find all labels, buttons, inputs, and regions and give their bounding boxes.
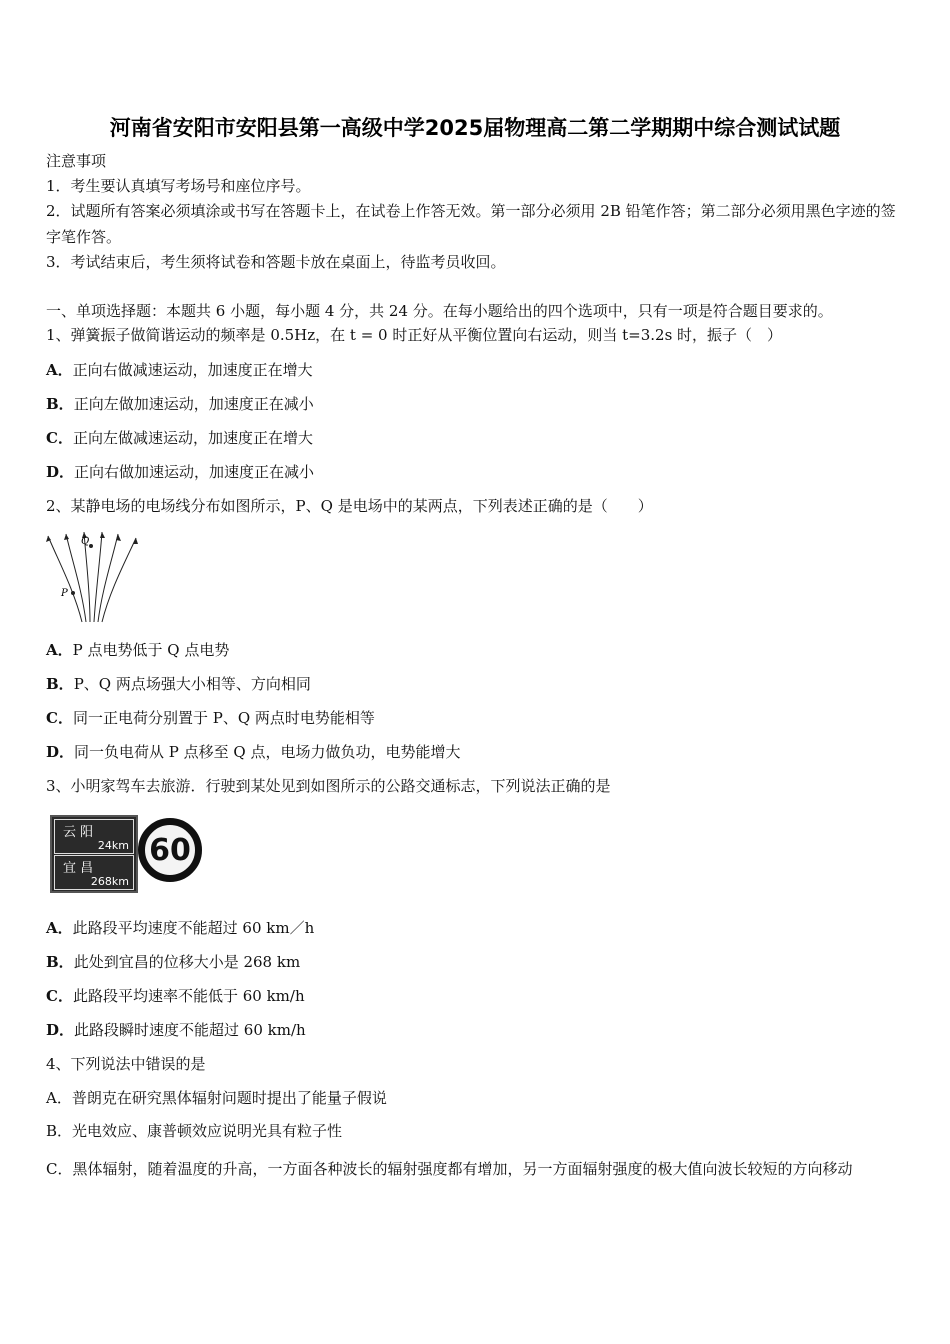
option-label: A．	[46, 361, 73, 379]
option-label: C．	[46, 987, 73, 1005]
road-distance-sign	[50, 815, 138, 893]
option-label: B．	[46, 1122, 73, 1140]
question-3-stem: 3、小明家驾车去旅游．行驶到某处见到如图所示的公路交通标志，下列说法正确的是	[46, 777, 611, 795]
question-2-option-c	[46, 708, 375, 728]
sign-place-1: 云 阳	[63, 825, 94, 840]
notice-item-2: 2．试题所有答案必须填涂或书写在答题卡上，在试卷上作答无效。第一部分必须用 2B 铅笔作答；第二部分必须用黑色字迹的签字笔作答。	[46, 202, 896, 246]
option-text: 此路段平均速度不能超过 60 km／h	[72, 919, 315, 937]
option-label: D．	[46, 463, 75, 481]
option-text: 同一正电荷分别置于 P、Q 两点时电势能相等	[72, 709, 375, 727]
electric-field-figure	[44, 530, 140, 624]
option-label: B．	[46, 395, 74, 413]
question-1-option-c	[46, 428, 313, 448]
option-text: 正向右做减速运动，加速度正在增大	[72, 361, 313, 379]
question-1-stem: 1、弹簧振子做简谐运动的频率是 0.5Hz，在 t = 0 时正好从平衡位置向右运动，则当 t=3.2s 时，振子（ ）	[46, 326, 783, 344]
point-p-dot	[71, 591, 75, 595]
question-1-option-b	[46, 394, 314, 414]
arrow-head	[100, 532, 105, 538]
question-4-option-a	[46, 1088, 387, 1108]
speed-limit-sign: 60	[138, 818, 202, 882]
question-2-option-a	[46, 640, 229, 660]
question-3-option-a	[46, 918, 314, 938]
option-text: 正向左做减速运动，加速度正在增大	[72, 429, 313, 447]
question-4-stem: 4、下列说法中错误的是	[46, 1055, 206, 1073]
option-text: P 点电势低于 Q 点电势	[72, 641, 230, 659]
notice-item-3: 3．考试结束后，考生须将试卷和答题卡放在桌面上，待监考员收回。	[46, 253, 506, 271]
option-label: A．	[46, 641, 73, 659]
question-4-option-b	[46, 1121, 342, 1141]
question-2-option-d	[46, 742, 460, 762]
option-label: A．	[46, 919, 73, 937]
question-1-option-d	[46, 462, 314, 482]
sign-distance-2: 268km	[90, 875, 129, 888]
option-label: D．	[46, 743, 75, 761]
question-2-option-b	[46, 674, 311, 694]
notice-item-1: 1．考生要认真填写考场号和座位序号。	[46, 177, 311, 195]
field-line	[102, 538, 136, 622]
sign-row-2	[54, 855, 134, 890]
question-3-option-d	[46, 1020, 306, 1040]
sign-row-1	[54, 819, 134, 854]
question-2-stem: 2、某静电场的电场线分布如图所示，P、Q 是电场中的某两点，下列表述正确的是（ ）	[46, 497, 653, 515]
option-label: A．	[46, 1089, 72, 1107]
point-q-label: Q	[81, 536, 90, 547]
option-text: 正向左做加速运动，加速度正在减小	[73, 395, 314, 413]
sign-place-2: 宜 昌	[63, 861, 94, 876]
field-line	[94, 532, 102, 622]
option-label: B．	[46, 675, 74, 693]
question-3-option-b	[46, 952, 300, 972]
option-text: 普朗克在研究黑体辐射问题时提出了能量子假说	[71, 1089, 387, 1107]
option-text: 此处到宜昌的位移大小是 268 km	[73, 953, 301, 971]
question-1-option-a	[46, 360, 313, 380]
question-4-option-c	[46, 1152, 908, 1186]
option-text: P、Q 两点场强大小相等、方向相同	[73, 675, 311, 693]
notice-heading: 注意事项	[46, 152, 107, 170]
option-text: 黑体辐射，随着温度的升高，一方面各种波长的辐射强度都有增加，另一方面辐射强度的极大值向波长较短的方向移动	[72, 1160, 853, 1178]
field-line	[66, 534, 86, 622]
option-label: C．	[46, 709, 73, 727]
option-text: 光电效应、康普顿效应说明光具有粒子性	[72, 1122, 343, 1140]
field-line	[48, 536, 82, 622]
arrow-head	[64, 534, 69, 540]
option-label: C．	[46, 429, 73, 447]
point-q-dot	[89, 544, 93, 548]
option-label: B．	[46, 953, 74, 971]
option-text: 同一负电荷从 P 点移至 Q 点，电场力做负功，电势能增大	[74, 743, 461, 761]
section-heading: 一、单项选择题：本题共 6 小题，每小题 4 分，共 24 分。在每小题给出的四个选项中，只有一项是符合题目要求的。	[46, 302, 833, 320]
option-text: 正向右做加速运动，加速度正在减小	[74, 463, 315, 481]
sign-distance-1: 24km	[97, 839, 129, 852]
option-text: 此路段平均速率不能低于 60 km/h	[72, 987, 305, 1005]
page-title: 河南省安阳市安阳县第一高级中学2025届物理高二第二学期期中综合测试试题	[109, 116, 841, 140]
option-text: 此路段瞬时速度不能超过 60 km/h	[74, 1021, 306, 1039]
option-label: C．	[46, 1160, 73, 1178]
point-p-label: P	[61, 588, 68, 599]
question-3-option-c	[46, 986, 305, 1006]
option-label: D．	[46, 1021, 75, 1039]
